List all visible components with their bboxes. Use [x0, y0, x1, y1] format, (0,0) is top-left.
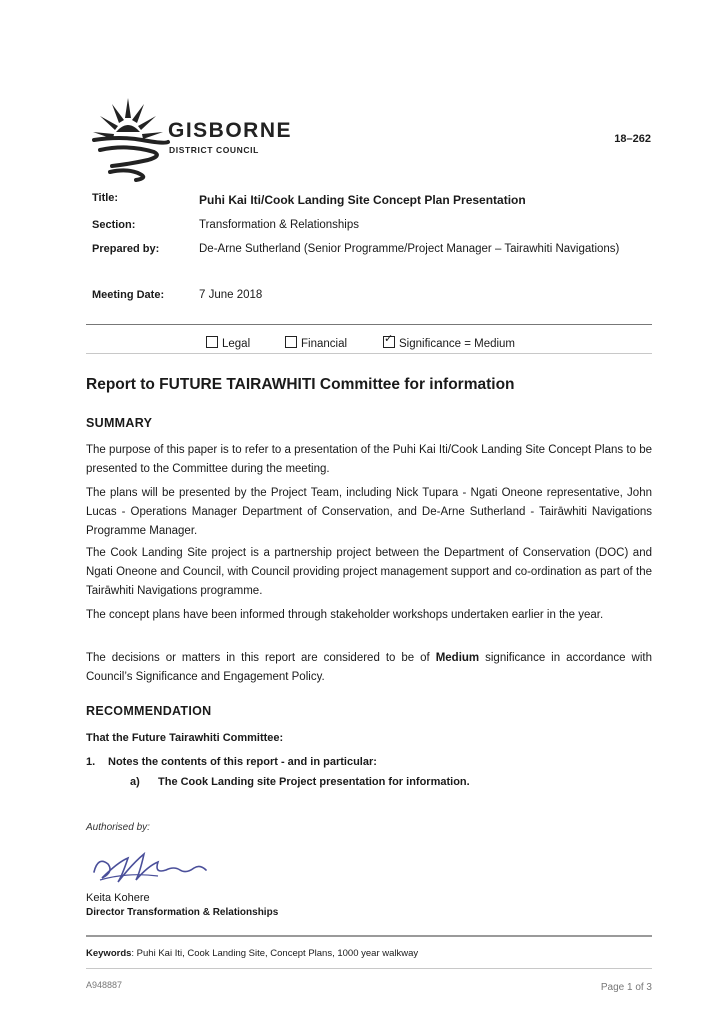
recommendation-sub-text: The Cook Landing site Project presentation for information. [158, 776, 470, 788]
recommendation-intro: That the Future Tairawhiti Committee: [86, 732, 284, 744]
checkbox-checked-icon: ✓ [383, 336, 395, 348]
signature-icon [88, 842, 218, 890]
recommendation-item-number: 1. [86, 756, 96, 768]
keywords-line: Keywords: Puhi Kai Iti, Cook Landing Site, Concept Plans, 1000 year walkway [86, 948, 419, 959]
checkbox-financial: Financial [285, 336, 347, 350]
section-label: Section: [92, 219, 136, 231]
summary-paragraph-3: The Cook Landing Site project is a partnership project between the Department of Conservation (DOC) and Ngati Oneone and Council, with Council providing project management support and co-ordination as part of the Tairāwhiti Navigations programme. [86, 547, 652, 597]
document-number: 18–262 [614, 133, 651, 145]
title-label: Title: [92, 192, 119, 204]
recommendation-sub-letter: a) [130, 776, 140, 788]
page-number: Page 1 of 3 [600, 982, 652, 993]
divider-top [86, 324, 652, 325]
meeting-date-label: Meeting Date: [92, 289, 165, 301]
authoriser-title: Director Transformation & Relationships [86, 907, 279, 918]
title-value: Puhi Kai Iti/Cook Landing Site Concept Plan Presentation [199, 193, 526, 207]
prepared-by-label: Prepared by: [92, 243, 160, 255]
summary-heading: SUMMARY [86, 416, 153, 430]
recommendation-item-text: Notes the contents of this report - and in particular: [108, 756, 377, 768]
checkbox-significance: ✓ Significance = Medium [384, 333, 516, 350]
divider-footer [86, 968, 652, 969]
logo-subtitle: DISTRICT COUNCIL [169, 145, 259, 155]
checkbox-empty-icon [285, 336, 297, 348]
summary-paragraph-5: The decisions or matters in this report are considered to be of Medium significance in accordance with Council’s Significance and Engagement Policy. [86, 652, 652, 683]
document-id: A948887 [86, 980, 123, 990]
prepared-by-value: De-Arne Sutherland (Senior Programme/Project Manager – Tairawhiti Navigations) [199, 243, 620, 255]
wave-swirl-icon [94, 138, 168, 180]
meeting-date-value: 7 June 2018 [199, 289, 263, 301]
summary-paragraph-4: The concept plans have been informed through stakeholder workshops undertaken earlier in the year. [86, 609, 604, 621]
section-value: Transformation & Relationships [199, 219, 360, 231]
sun-rays-icon [93, 98, 163, 139]
authorised-by-label: Authorised by: [86, 822, 150, 833]
checkbox-empty-icon [206, 336, 218, 348]
significance-level: Medium [435, 652, 480, 664]
summary-paragraph-1: The purpose of this paper is to refer to a presentation of the Puhi Kai Iti/Cook Landing Site Concept Plans to be presented to the Committee during the meeting. [86, 444, 652, 475]
divider-keywords [86, 935, 652, 937]
logo-wordmark: GISBORNE [168, 119, 293, 142]
summary-paragraph-2: The plans will be presented by the Project Team, including Nick Tupara - Ngati Oneone representative, John Lucas - Operations Manager Department of Conservation, and De-Arne Sutherland - Tairāwhiti Navigations Programme Manager. [86, 487, 652, 537]
report-heading: Report to FUTURE TAIRAWHITI Committee for information [86, 376, 515, 393]
recommendation-heading: RECOMMENDATION [86, 704, 212, 718]
divider-checkboxes [86, 353, 652, 354]
checkbox-legal: Legal [206, 336, 250, 350]
authoriser-name: Keita Kohere [86, 892, 150, 904]
